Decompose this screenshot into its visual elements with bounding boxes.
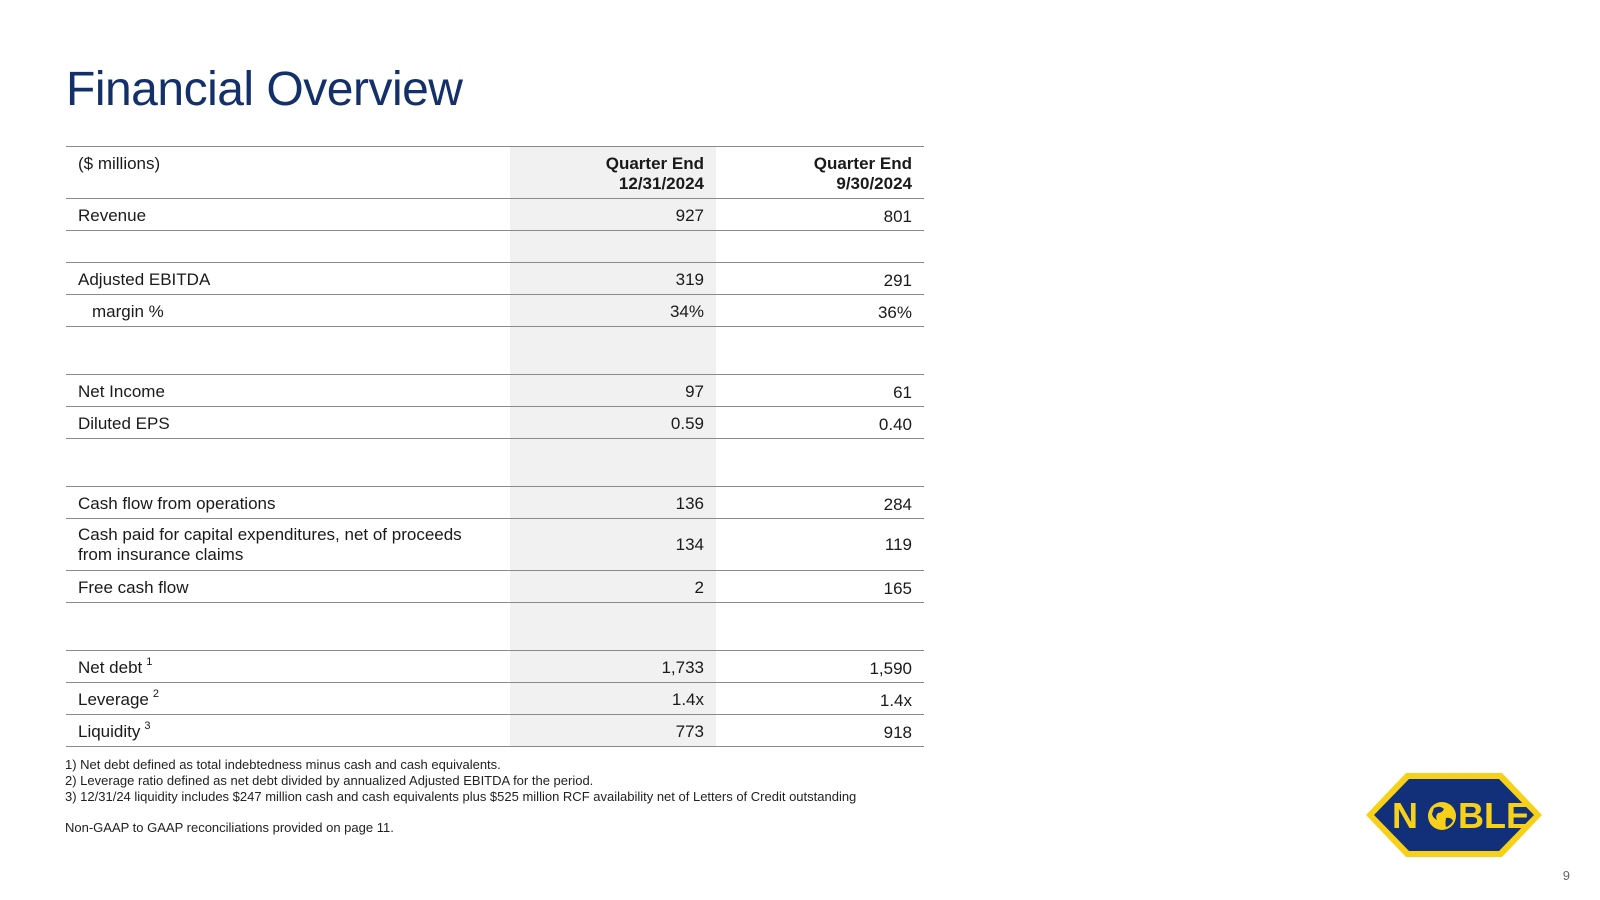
row-label bbox=[66, 683, 510, 714]
column-header-q3-2024 bbox=[716, 147, 924, 198]
value-q4: 2 bbox=[510, 571, 716, 602]
row-label bbox=[66, 715, 510, 746]
page-title: Financial Overview bbox=[66, 63, 463, 116]
noble-logo bbox=[1362, 770, 1546, 860]
column-header-date: 9/30/2024 bbox=[836, 174, 912, 193]
table-row-net-debt bbox=[66, 651, 924, 683]
value-q4: 773 bbox=[510, 715, 716, 746]
value-q3: 918 bbox=[883, 723, 912, 742]
row-label-line: Cash paid for capital expenditures, net of proceeds bbox=[78, 524, 462, 544]
value-q3: 291 bbox=[883, 271, 912, 290]
footnotes bbox=[65, 757, 856, 805]
value-q4: 1,733 bbox=[510, 651, 716, 682]
value-q4: 136 bbox=[510, 487, 716, 518]
table-row-capex bbox=[66, 519, 924, 571]
footnote-ref: 2 bbox=[152, 688, 160, 700]
value-q3: 0.40 bbox=[878, 415, 912, 434]
value-q4: 134 bbox=[510, 519, 716, 570]
value-q3: 801 bbox=[883, 207, 912, 226]
spacer-row bbox=[66, 603, 924, 651]
row-label-line: from insurance claims bbox=[78, 544, 244, 564]
value-q4: 1.4x bbox=[510, 683, 716, 714]
value-q4: 34% bbox=[510, 295, 716, 326]
value-q3: 165 bbox=[883, 579, 912, 598]
gaap-note: Non-GAAP to GAAP reconciliations provided on page 11. bbox=[65, 820, 394, 835]
column-header-q4-2024 bbox=[510, 147, 716, 198]
spacer-row bbox=[66, 327, 924, 375]
table-row-free-cash-flow bbox=[66, 571, 924, 603]
logo-text-ble: BLE bbox=[1458, 795, 1530, 836]
footnote-ref: 3 bbox=[144, 720, 151, 732]
row-label-text: Liquidity bbox=[78, 722, 141, 741]
table-row-margin bbox=[66, 295, 924, 327]
footnote-ref: 1 bbox=[146, 656, 153, 668]
row-label-text: Net debt bbox=[78, 658, 143, 677]
column-header-line: Quarter End bbox=[605, 154, 704, 173]
column-header-date: 12/31/2024 bbox=[618, 174, 704, 193]
spacer-row bbox=[66, 231, 924, 263]
row-label bbox=[66, 651, 510, 682]
value-q3: 61 bbox=[893, 383, 912, 402]
logo-text-n: N bbox=[1392, 795, 1418, 836]
value-q3: 1.4x bbox=[879, 691, 912, 710]
row-label-text: Leverage bbox=[78, 690, 149, 709]
spacer-row bbox=[66, 439, 924, 487]
value-q3: 36% bbox=[877, 303, 912, 322]
value-q3: 119 bbox=[884, 534, 912, 554]
value-q4: 927 bbox=[510, 199, 716, 230]
globe-icon bbox=[1428, 802, 1456, 830]
financial-table bbox=[66, 146, 924, 747]
value-q4: 319 bbox=[510, 263, 716, 294]
row-label: Revenue bbox=[78, 206, 147, 225]
row-label bbox=[66, 519, 510, 570]
table-row-net-income bbox=[66, 375, 924, 407]
value-q3: 284 bbox=[883, 495, 912, 514]
table-row-cash-flow-operations bbox=[66, 487, 924, 519]
value-q4: 97 bbox=[510, 375, 716, 406]
table-row-diluted-eps bbox=[66, 407, 924, 439]
row-label: margin % bbox=[92, 302, 164, 321]
column-header-line: Quarter End bbox=[813, 154, 912, 173]
value-q4: 0.59 bbox=[510, 407, 716, 438]
table-row-adjusted-ebitda bbox=[66, 263, 924, 295]
row-label: Cash flow from operations bbox=[78, 494, 276, 513]
row-label: Free cash flow bbox=[78, 578, 189, 597]
row-label: Diluted EPS bbox=[78, 414, 170, 433]
page-number: 9 bbox=[1562, 868, 1570, 883]
footnote-1: 1) Net debt defined as total indebtedness minus cash and cash equivalents. bbox=[65, 757, 501, 772]
table-row-liquidity bbox=[66, 715, 924, 747]
table-row-leverage bbox=[66, 683, 924, 715]
table-row-revenue bbox=[66, 199, 924, 231]
value-q3: 1,590 bbox=[869, 659, 912, 678]
row-label: Net Income bbox=[78, 382, 165, 401]
footnote-2: 2) Leverage ratio defined as net debt divided by annualized Adjusted EBITDA for the period. bbox=[65, 773, 594, 788]
row-label: Adjusted EBITDA bbox=[78, 270, 211, 289]
table-header-row bbox=[66, 146, 924, 199]
footnote-3: 3) 12/31/24 liquidity includes $247 million cash and cash equivalents plus $525 million RCF availability net of Letters of Credit outstanding bbox=[65, 789, 857, 804]
units-label: ($ millions) bbox=[78, 154, 161, 173]
